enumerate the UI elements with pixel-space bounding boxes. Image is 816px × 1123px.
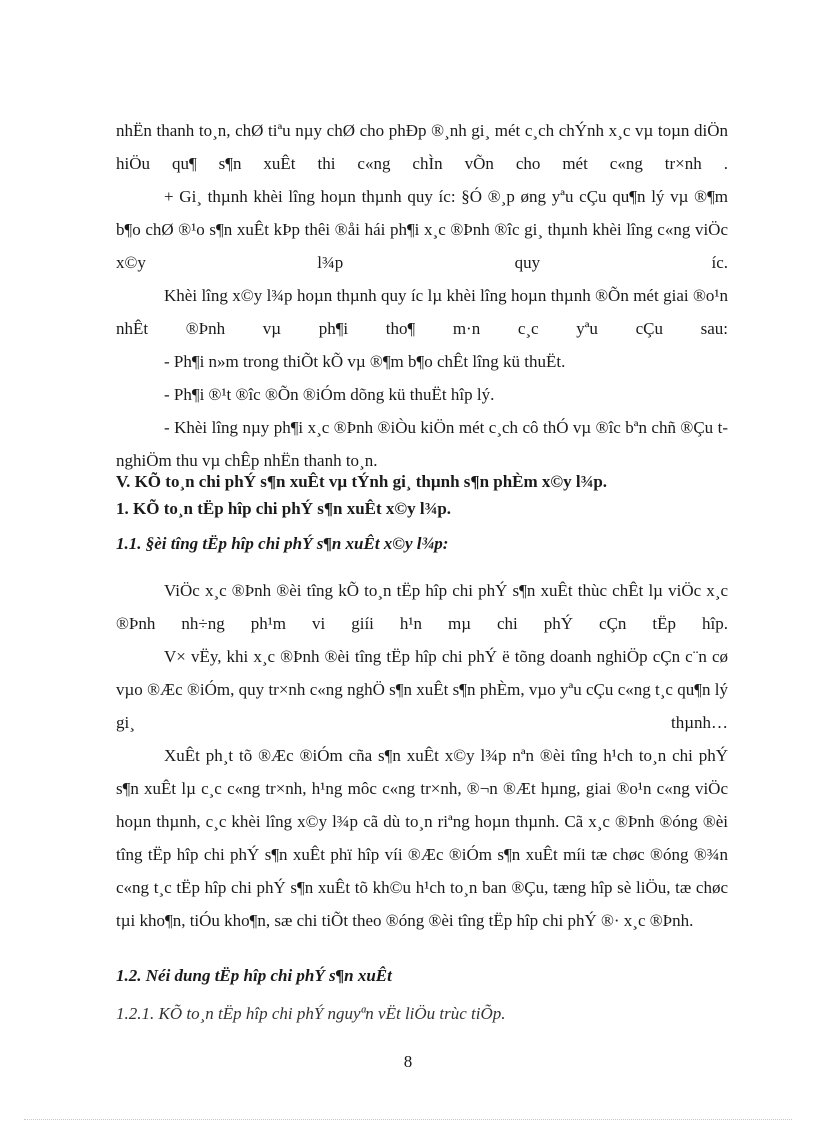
paragraph-7: XuÊt ph¸t tõ ®Æc ®iÓm cña s¶n xuÊt x©y l¾p nªn ®èi tîng h¹ch to¸n chi phÝ s¶n xuÊt lµ c¸c c«ng tr×nh, h¹ng môc c«ng tr×nh, ®¬n ®Æt hµng, giai ®o¹n c«ng viÖc hoµn thµnh, c¸c khèi lîng x©y l¾p cã dù to¸n riªng hoµn thµnh. Cã x¸c ®Þnh ®óng ®èi tîng tËp hîp chi phÝ s¶n xuÊt phï hîp víi ®Æc ®iÓm s¶n xuÊt míi tæ chøc ®óng ®¾n c«ng t¸c tËp hîp chi phÝ s¶n xuÊt tõ kh©u h¹ch to¸n ban ®Çu, tæng hîp sè liÖu, tæ chøc tµi kho¶n, tiÓu kho¶n, sæ chi tiÕt theo ®óng ®èi tîng tËp hîp chi phÝ ®· x¸c ®Þnh. (116, 746, 728, 930)
section-heading-v: V. KÕ to¸n chi phÝ s¶n xuÊt vµ tÝnh gi¸ thµnh s¶n phÈm x©y l¾p. (116, 472, 608, 491)
paragraph-6: V× vËy, khi x¸c ®Þnh ®èi tîng tËp hîp chi phÝ ë tõng doanh nghiÖp cÇn c¨n cø vµo ®Æc ®iÓm, quy tr×nh c«ng nghÖ s¶n xuÊt s¶n phÈm, vµo yªu cÇu c«ng t¸c qu¶n lý gi¸ thµnh… (116, 647, 728, 732)
paragraph-3: Khèi lîng x©y l¾p hoµn thµnh quy íc lµ khèi lîng hoµn thµnh ®Õn mét giai ®o¹n nhÊt ®Þnh vµ ph¶i tho¶ m·n c¸c yªu cÇu sau: (116, 286, 728, 338)
paragraph-1: nhËn thanh to¸n, chØ tiªu nµy chØ cho phÐp ®¸nh gi¸ mét c¸ch chÝnh x¸c vµ toµn diÖn hiÖu qu¶ s¶n xuÊt thi c«ng chÌn vÕn cho mét c«ng tr×nh . (116, 121, 728, 173)
section-heading-1: 1. KÕ to¸n tËp hîp chi phÝ s¶n xuÊt x©y l¾p. (116, 499, 452, 518)
paragraph-2: + Gi¸ thµnh khèi lîng hoµn thµnh quy íc: §Ó ®¸p øng yªu cÇu qu¶n lý vµ ®¶m b¶o chØ ®¹o s¶n xuÊt kÞp thêi ®åi hái ph¶i x¸c ®Þnh ®îc gi¸ thµnh khèi lîng c«ng viÖc x©y l¾p quy íc. (116, 187, 728, 272)
page-number: 8 (403, 1052, 413, 1071)
bullet-item-2: - Ph¶i ®¹t ®îc ®Õn ®iÓm dõng kü thuËt hîp lý. (164, 385, 495, 404)
subsection-heading-1-1: 1.1. §èi tîng tËp hîp chi phÝ s¶n xuÊt x©y l¾p: (116, 534, 449, 553)
paragraph-4: - Khèi lîng nµy ph¶i x¸c ®Þnh ®iÒu kiÖn mét c¸ch cô thÓ vµ ®îc bªn chñ ®Çu t nghiÖm thu vµ chÊp nhËn thanh to¸n. (116, 418, 728, 470)
bullet-item-1: - Ph¶i n»m trong thiÕt kÕ vµ ®¶m b¶o chÊt lîng kü thuËt. (164, 352, 566, 371)
paragraph-5: ViÖc x¸c ®Þnh ®èi tîng kÕ to¸n tËp hîp chi phÝ s¶n xuÊt thùc chÊt lµ viÖc x¸c ®Þnh nh÷ng ph¹m vi giíi h¹n mµ chi phÝ cÇn tËp hîp. (116, 581, 728, 633)
subsection-heading-1-2: 1.2. Néi dung tËp hîp chi phÝ s¶n xuÊt (116, 966, 392, 985)
subsection-heading-1-2-1: 1.2.1. KÕ to¸n tËp hîp chi phÝ nguyªn vËt liÖu trùc tiÕp. (116, 1004, 506, 1023)
bottom-dotted-border (24, 1119, 792, 1120)
